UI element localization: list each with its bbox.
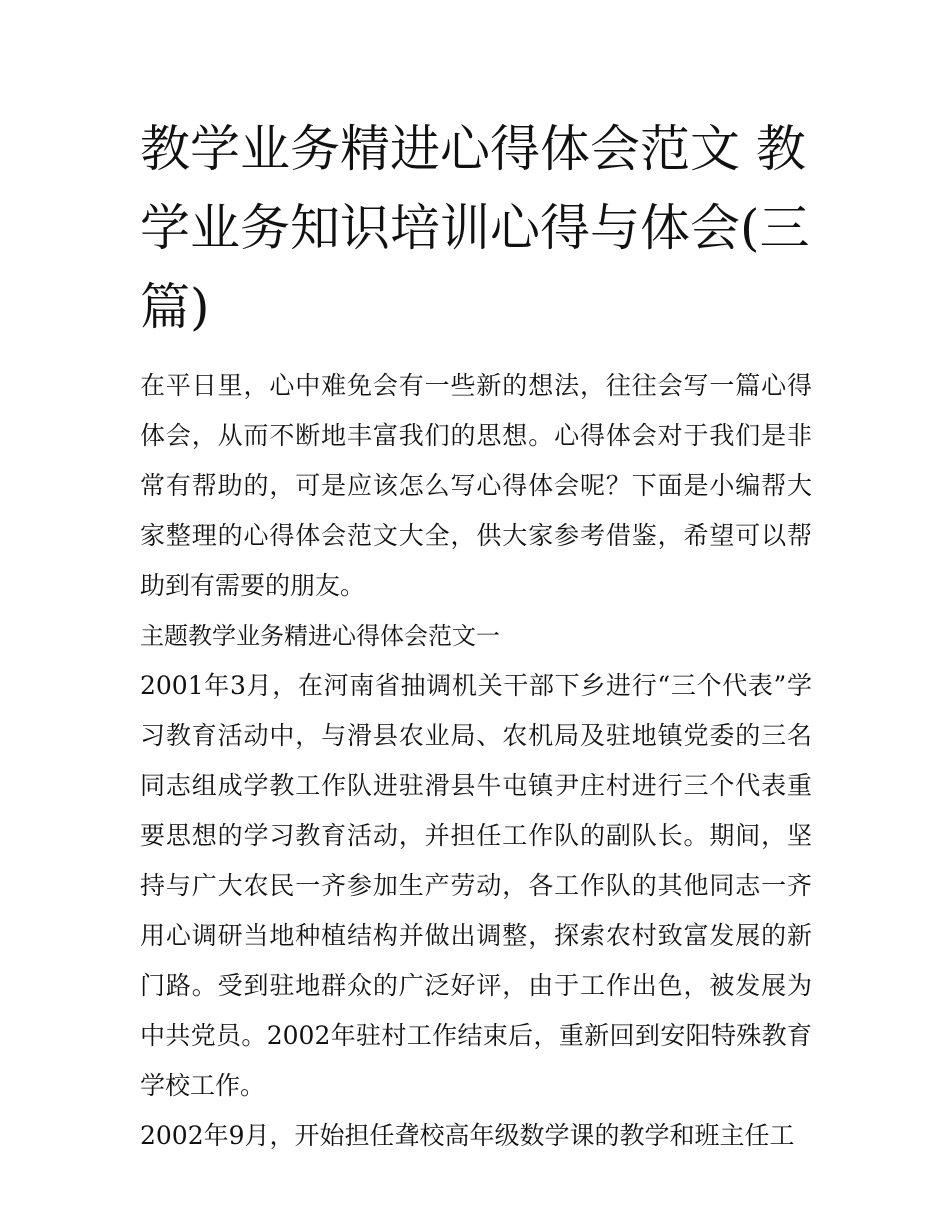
section-heading: 主题教学业务精进心得体会范文一 bbox=[140, 622, 500, 650]
document-page bbox=[140, 110, 812, 1161]
body-paragraph-2: 2002年9月，开始担任聋校高年级数学课的教学和班主任工 bbox=[140, 1121, 795, 1150]
body-paragraph-1: 2001年3月，在河南省抽调机关干部下乡进行“三个代表”学习教育活动中，与滑县农业局、农机局及驻地镇党委的三名同志组成学教工作队进驻滑县牛屯镇尹庄村进行三个代表重要思想的学习教育活动，并担任工作队的副队长。期间，坚持与广大农民一齐参加生产劳动，各工作队的其他同志一齐用心调研当地种植结构并做出调整，探索农村致富发展的新门路。受到驻地群众的广泛好评，由于工作出色，被发展为中共党员。2002年驻村工作结束后，重新回到安阳特殊教育学校工作。 bbox=[140, 671, 812, 1100]
document-title: 教学业务精进心得体会范文 教学业务知识培训心得与体会(三篇) bbox=[140, 120, 810, 336]
intro-paragraph: 在平日里，心中难免会有一些新的想法，往往会写一篇心得体会，从而不断地丰富我们的思想。心得体会对于我们是非常有帮助的，可是应该怎么写心得体会呢？下面是小编帮大家整理的心得体会范文大全，供大家参考借鉴，希望可以帮助到有需要的朋友。 bbox=[140, 371, 812, 600]
